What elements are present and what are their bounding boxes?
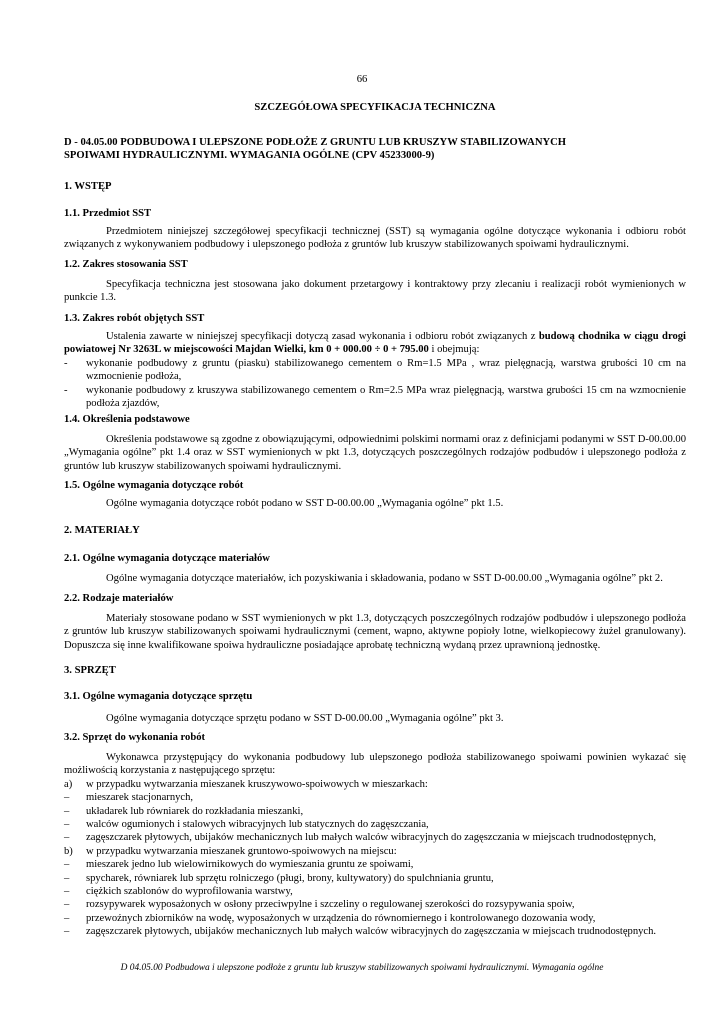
para-1-3 — [64, 330, 686, 410]
list-letter-a: a) — [64, 778, 73, 790]
list-item-text: układarek lub równiarek do rozkładania mieszanki, — [86, 805, 304, 817]
section-2-heading: 2. MATERIAŁY — [64, 525, 140, 536]
heading-1-3: 1.3. Zakres robót objętych SST — [64, 313, 205, 324]
list-item-text: spycharek, równiarek lub sprzętu rolniczego (pługi, brony, kultywatory) do spulchniania gruntu, — [86, 872, 494, 884]
bullet-dash: – — [64, 886, 70, 898]
bullet-dash: – — [64, 899, 70, 911]
list-item-text: wykonanie podbudowy z kruszywa stabilizowanego cementem o Rm=2.5 MPa wraz pielęgnacją, warstwa grubości 15 cm na wzmocnienie podłoża zjazdów, — [86, 384, 686, 410]
bullet-dash: – — [64, 926, 70, 938]
list-item-text: w przypadku wytwarzania mieszanek kruszywowo-spoiwowych w mieszarkach: — [86, 778, 428, 790]
list-letter-b: b) — [64, 845, 73, 857]
para-1-3-tail: i obejmują: — [428, 344, 480, 356]
para-3-1 — [64, 712, 686, 725]
list-item — [64, 805, 686, 818]
list-item — [64, 818, 686, 831]
subtitle-line-1: D - 04.05.00 PODBUDOWA I ULEPSZONE PODŁOŻE Z GRUNTU LUB KRUSZYW STABILIZOWANYCH — [64, 137, 567, 148]
heading-1-1: 1.1. Przedmiot SST — [64, 208, 152, 219]
para-1-4-text: Określenia podstawowe są zgodne z obowiązującymi, odpowiednimi polskimi normami oraz z definicjami podanymi w SST D-00.00.00 „Wymagania ogólne” pkt 1.4 oraz w SST wymienionych w pkt 1.3, dotyczących poszczególnych rodzajów podbudów i ulepszonego podłoża z gruntów lub kruszyw stabilizowanych spoiwami hydraulicznymi. — [64, 434, 686, 472]
list-item — [64, 357, 686, 384]
list-item-text: mieszarek stacjonarnych, — [86, 792, 194, 804]
list-item — [64, 912, 686, 925]
list-item — [64, 384, 686, 411]
list-item-text: przewoźnych zbiorników na wodę, wyposażonych w urządzenia do równomiernego i kontrolowanego dozowania wody, — [86, 912, 596, 924]
list-item — [64, 872, 686, 885]
bullet-dash: – — [64, 832, 70, 844]
para-1-2-text: Specyfikacja techniczna jest stosowana jako dokument przetargowy i kontraktowy przy zlecaniu i realizacji robót wymienionych w punkcie 1.3. — [64, 279, 686, 304]
list-item — [64, 925, 686, 938]
heading-1-4: 1.4. Określenia podstawowe — [64, 414, 190, 425]
document-title: SZCZEGÓŁOWA SPECYFIKACJA TECHNICZNA — [254, 102, 496, 113]
subtitle-line-2: SPOIWAMI HYDRAULICZNYMI. WYMAGANIA OGÓLNE (CPV 45233000-9) — [64, 150, 435, 162]
para-1-2 — [64, 278, 686, 305]
para-1-4 — [64, 433, 686, 473]
bullet-dash: - — [64, 357, 68, 369]
list-item — [64, 791, 686, 804]
document-subtitle — [64, 136, 686, 163]
para-2-2-text: Materiały stosowane podano w SST wymienionych w pkt 1.3, dotyczących poszczególnych rodzajów podbudów i ulepszonego podłoża z gruntów lub kruszyw stabilizowanych spoiwami hydraulicznymi (cement, wapno, aktywne popioły lotne, wielkopiecowy żużel granulowany). Dopuszcza się inne kwalifikowane spoiwa hydrauliczne posiadające aprobatę techniczną wydaną przez uprawnioną jednostkę. — [64, 613, 686, 651]
heading-3-2: 3.2. Sprzęt do wykonania robót — [64, 732, 206, 743]
para-2-1 — [64, 572, 686, 585]
list-item — [64, 858, 686, 871]
list-item-text: zagęszczarek płytowych, ubijaków mechanicznych lub małych walców wibracyjnych do zagęszczania w miejscach trudnodostępnych, — [86, 832, 657, 844]
para-1-1 — [64, 225, 686, 252]
page-number: 66 — [356, 74, 368, 85]
bullet-dash: – — [64, 805, 70, 817]
bullet-dash: – — [64, 819, 70, 831]
list-item — [64, 845, 686, 858]
list-item-text: wykonanie podbudowy z gruntu (piasku) stabilizowanego cementem o Rm=1.5 MPa , wraz pielęgnacją, warstwa grubości 10 cm na wzmocnienie podłoża, — [86, 357, 686, 383]
para-2-2 — [64, 612, 686, 652]
heading-1-2: 1.2. Zakres stosowania SST — [64, 259, 188, 270]
bullet-dash: – — [64, 859, 70, 871]
list-item-text: walców ogumionych i stalowych wibracyjnych lub statycznych do zagęszczania, — [86, 819, 429, 831]
para-3-2-text: Wykonawca przystępujący do wykonania podbudowy lub ulepszonego podłoża stabilizowanego spoiwami powinien wykazać się możliwością korzystania z następującego sprzętu: — [64, 752, 686, 777]
heading-3-1: 3.1. Ogólne wymagania dotyczące sprzętu — [64, 691, 253, 702]
para-3-1-text: Ogólne wymagania dotyczące sprzętu podano w SST D-00.00.00 „Wymagania ogólne” pkt 3. — [106, 713, 504, 724]
para-1-3-intro: Ustalenia zawarte w niniejszej specyfikacji dotyczą zasad wykonania i odbioru robót związanych z — [106, 331, 539, 342]
para-1-1-text: Przedmiotem niniejszej szczegółowej specyfikacji technicznej (SST) są wymagania ogólne dotyczące wykonania i odbioru robót związanych z wykonywaniem podbudowy i ulepszonego podłoża z gruntów lub kruszyw stabilizowanych spoiwami hydraulicznymi. — [64, 226, 686, 251]
bullet-dash: - — [64, 384, 68, 396]
bullet-dash: – — [64, 872, 70, 884]
heading-2-1: 2.1. Ogólne wymagania dotyczące materiałów — [64, 553, 270, 564]
para-1-5 — [64, 497, 686, 510]
section-3-heading: 3. SPRZĘT — [64, 665, 116, 676]
heading-1-5: 1.5. Ogólne wymagania dotyczące robót — [64, 480, 244, 491]
list-item-text: rozsypywarek wyposażonych w osłony przeciwpylne i szczeliny o regulowanej szerokości do rozsypywania spoiw, — [86, 899, 575, 911]
list-item-text: zagęszczarek płytowych, ubijaków mechanicznych lub małych walców wibracyjnych do zagęszczania w miejscach trudnodostępnych. — [86, 926, 657, 938]
list-item-text: mieszarek jedno lub wielowirnikowych do wymieszania gruntu ze spoiwami, — [86, 859, 414, 871]
para-3-2 — [64, 751, 686, 939]
list-item — [64, 831, 686, 844]
list-item-text: w przypadku wytwarzania mieszanek gruntowo-spoiwowych na miejscu: — [86, 845, 397, 857]
bullet-dash: – — [64, 792, 70, 804]
list-item-text: ciężkich szablonów do wyprofilowania warstwy, — [86, 886, 293, 898]
para-1-5-text: Ogólne wymagania dotyczące robót podano w SST D-00.00.00 „Wymagania ogólne” pkt 1.5. — [106, 498, 504, 509]
list-item — [64, 898, 686, 911]
bullet-dash: – — [64, 912, 70, 924]
para-1-3-text — [64, 330, 686, 357]
para-1-3-location: budową chodnika w ciągu drogi powiatowej Nr 3263L w miejscowości Majdan Wielki, km 0 + 000.00 ÷ 0 + 795.00 — [64, 331, 686, 356]
list-item — [64, 778, 686, 791]
page-footer: D 04.05.00 Podbudowa i ulepszone podłoże z gruntu lub kruszyw stabilizowanych spoiwami hydraulicznymi. Wymagania ogólne — [120, 963, 604, 973]
list-item — [64, 885, 686, 898]
section-1-heading: 1. WSTĘP — [64, 181, 112, 192]
para-2-1-text: Ogólne wymagania dotyczące materiałów, ich pozyskiwania i składowania, podano w SST D-00.00.00 „Wymagania ogólne” pkt 2. — [106, 573, 663, 584]
heading-2-2: 2.2. Rodzaje materiałów — [64, 593, 174, 604]
